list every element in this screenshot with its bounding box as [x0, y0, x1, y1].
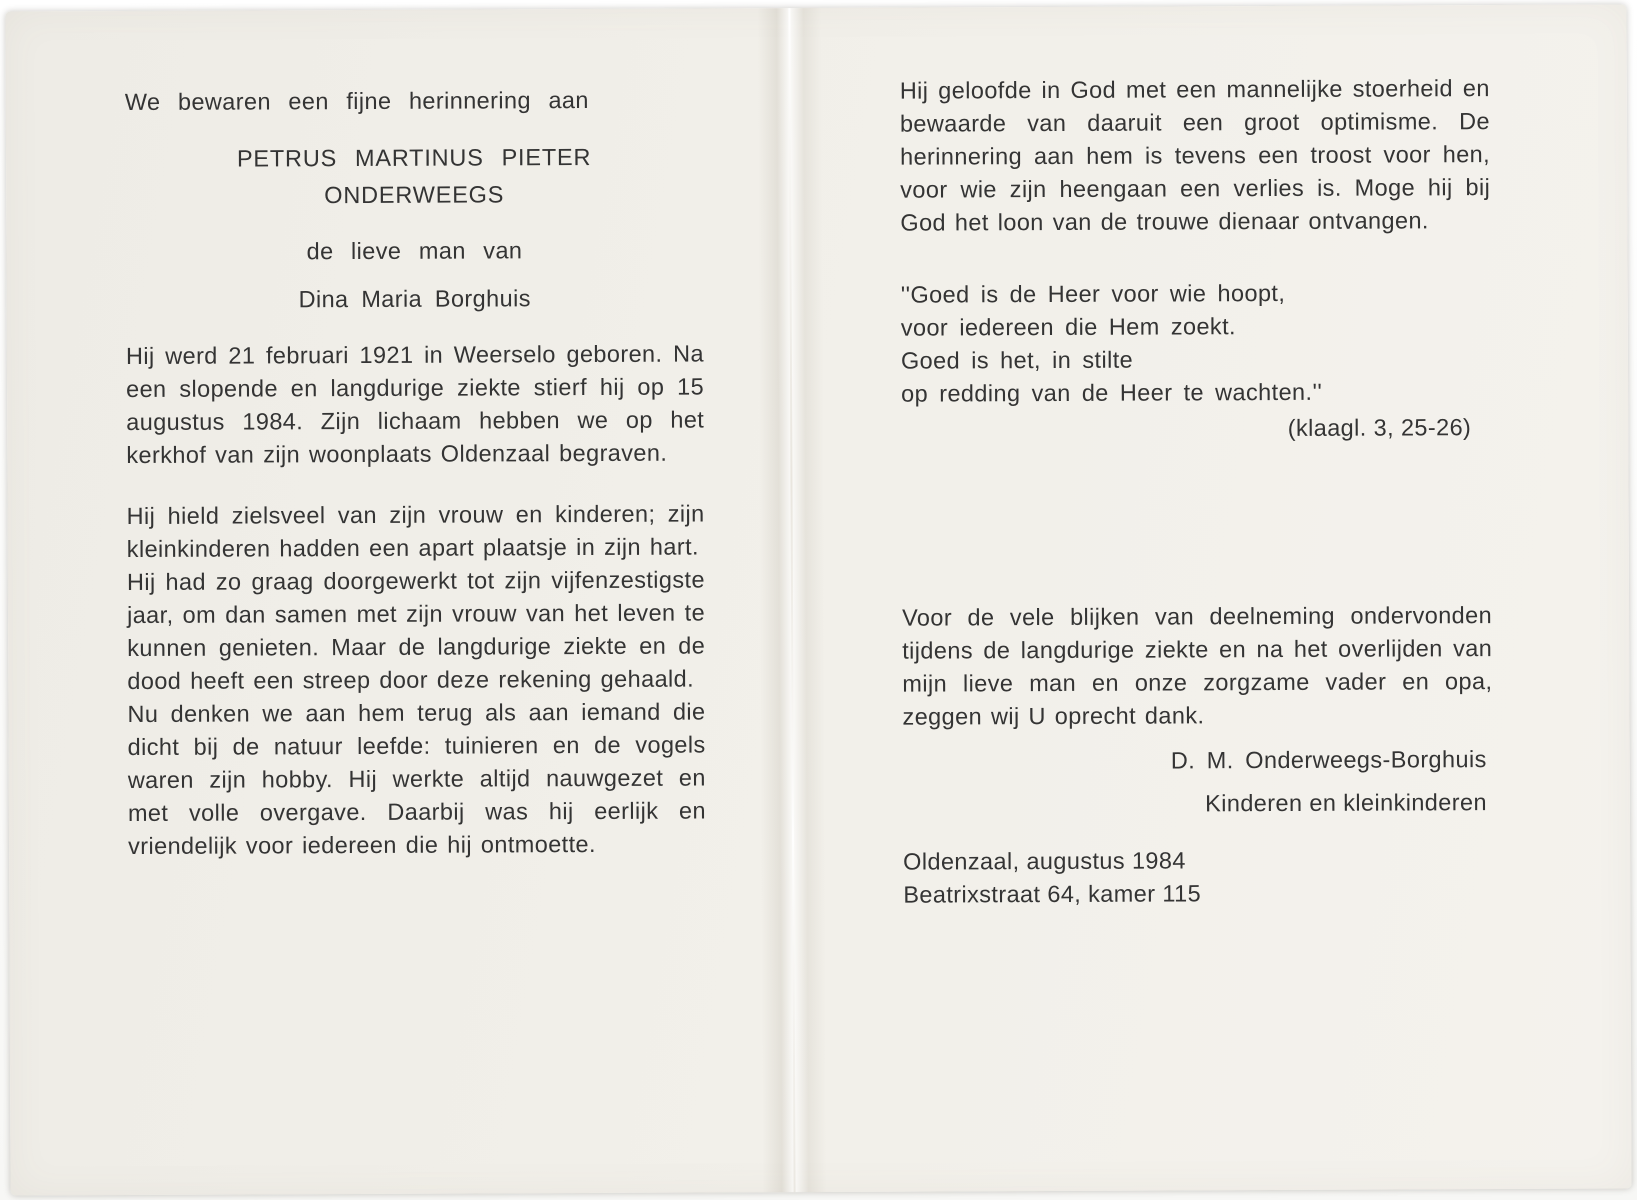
paragraph-life-story: Hij hield zielsveel van zijn vrouw en kinderen; zijn kleinkinderen hadden een apart plaatsje in zijn hart. Hij had zo graag doorgewerkt tot zijn vijfenzestigste jaar, om dan samen met zijn vrouw van het leven te kunnen genieten. Maar de langdurige ziekte en de dood heeft een streep door deze rekening gehaald. Nu denken we aan hem terug als aan iemand die dicht bij de natuur leefde: tuinieren en de vogels waren zijn hobby. Hij werkte altijd nauwgezet en met volle overgave. Daarbij was hij eerlijk en vriendelijk voor iedereen die hij ontmoette.	[126, 500, 706, 860]
place-date-line: Oldenzaal, augustus 1984	[903, 847, 1186, 875]
address-line: Beatrixstraat 64, kamer 115	[903, 880, 1202, 908]
scripture-reference: (klaagl. 3, 25-26)	[1287, 414, 1472, 441]
deceased-name-line2: ONDERWEEGS	[324, 181, 505, 209]
deceased-name-line1: PETRUS MARTINUS PIETER	[236, 143, 592, 172]
paragraph-faith: Hij geloofde in God met een mannelijke stoerheid en bewaarde van daaruit een groot optimisme. De herinnering aan hem is tevens een troost voor hen, voor wie zijn heengaan een verlies is. Moge hij bij God het loon van de trouwe dienaar ontvangen.	[899, 75, 1491, 236]
fold-crease-line	[788, 8, 795, 1192]
fold-crease	[757, 8, 826, 1192]
spouse-name: Dina Maria Borghuis	[298, 285, 531, 313]
right-page	[900, 67, 1494, 912]
signature-widow: D. M. Onderweegs-Borghuis	[1170, 746, 1487, 774]
relation-line: de lieve man van	[306, 237, 523, 265]
signature-family: Kinderen en kleinkinderen	[1205, 789, 1487, 817]
memorial-card-paper	[5, 4, 1631, 1195]
scripture-quote: ''Goed is de Heer voor wie hoopt, voor iedereen die Hem zoekt. Goed is het, in stilte op redding van de Heer te wachten.''	[900, 279, 1323, 407]
intro-line: We bewaren een fijne herinnering aan	[124, 86, 589, 116]
paragraph-birth-death: Hij werd 21 februari 1921 in Weerselo geboren. Na een slopende en langdurige ziekte stierf hij op 15 augustus 1984. Zijn lichaam hebben we op het kerkhof van zijn woonplaats Oldenzaal begraven.	[125, 340, 705, 469]
paragraph-thanks: Voor de vele blijken van deelneming ondervonden tijdens de langdurige ziekte en na het overlijden van mijn lieve man en onze zorgzame vader en opa, zeggen wij U oprecht dank.	[902, 602, 1493, 730]
left-page	[125, 76, 706, 864]
